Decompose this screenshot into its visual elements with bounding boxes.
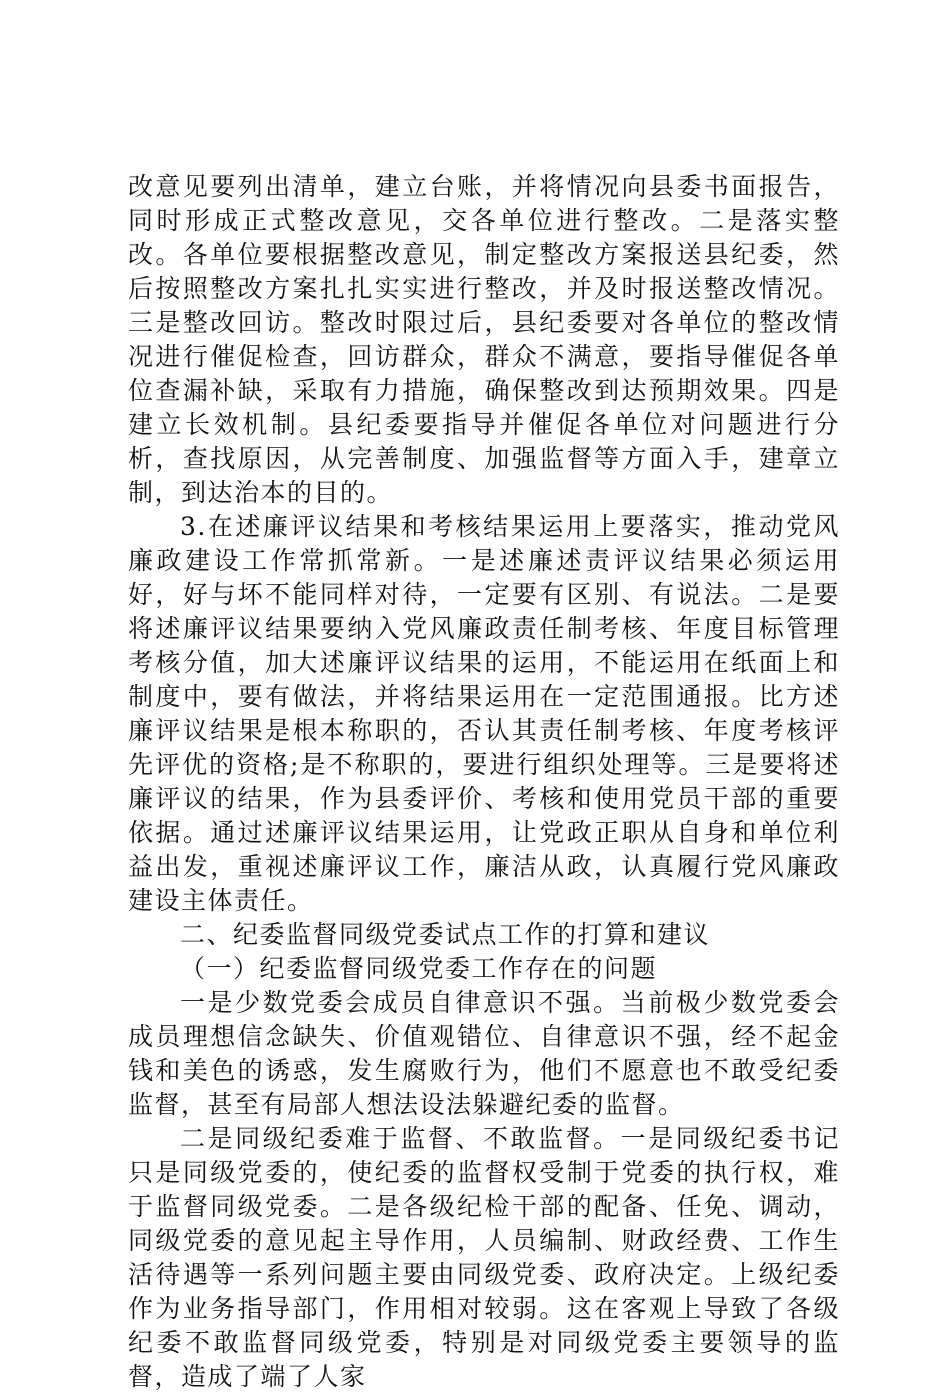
- paragraph-problem-2: 二是同级纪委难于监督、不敢监督。一是同级纪委书记只是同级党委的，使纪委的监督权受制于党委的执行权，难于监督同级党委。二是各级纪检干部的配备、任免、调动，同级党委的意见起主导作用，人员编制、财政经费、工作生活待遇等一系列问题主要由同级党委、政府决定。上级纪委作为业务指导部门，作用相对较弱。这在客观上导致了各级纪委不敢监督同级党委，特别是对同级党委主要领导的监督，造成了端了人家: [128, 1124, 840, 1391]
- paragraph-evaluation-results: 3.在述廉评议结果和考核结果运用上要落实，推动党风廉政建设工作常抓常新。一是述廉述责评议结果必须运用好，好与坏不能同样对待，一定要有区别、有说法。二是要将述廉评议结果要纳入党风廉政责任制考核、年度目标管理考核分值，加大述廉评议结果的运用，不能运用在纸面上和制度中，要有做法，并将结果运用在一定范围通报。比方述廉评议结果是根本称职的，否认其责任制考核、年度考核评先评优的资格;是不称职的，要进行组织处理等。三是要将述廉评议的结果，作为县委评价、考核和使用党员干部的重要依据。通过述廉评议结果运用，让党政正职从自身和单位利益出发，重视述廉评议工作，廉洁从政，认真履行党风廉政建设主体责任。: [128, 512, 840, 915]
- document-body: [128, 170, 840, 1394]
- subsection-heading-1: （一）纪委监督同级党委工作存在的问题: [180, 954, 658, 983]
- paragraph-problem-1: 一是少数党委会成员自律意识不强。当前极少数党委会成员理想信念缺失、价值观错位、自律意识不强，经不起金钱和美色的诱惑，发生腐败行为，他们不愿意也不敢受纪委监督，甚至有局部人想法设法躲避纪委的监督。: [128, 988, 840, 1119]
- section-heading-2: 二、纪委监督同级党委试点工作的打算和建议: [180, 920, 711, 949]
- paragraph-rectification-continued: 改意见要列出清单，建立台账，并将情况向县委书面报告，同时形成正式整改意见，交各单位进行整改。二是落实整改。各单位要根据整改意见，制定整改方案报送县纪委，然后按照整改方案扎扎实实进行整改，并及时报送整改情况。三是整改回访。整改时限过后，县纪委要对各单位的整改情况进行催促检查，回访群众，群众不满意，要指导催促各单位查漏补缺，采取有力措施，确保整改到达预期效果。四是建立长效机制。县纪委要指导并催促各单位对问题进行分析，查找原因，从完善制度、加强监督等方面入手，建章立制，到达治本的目的。: [128, 172, 840, 507]
